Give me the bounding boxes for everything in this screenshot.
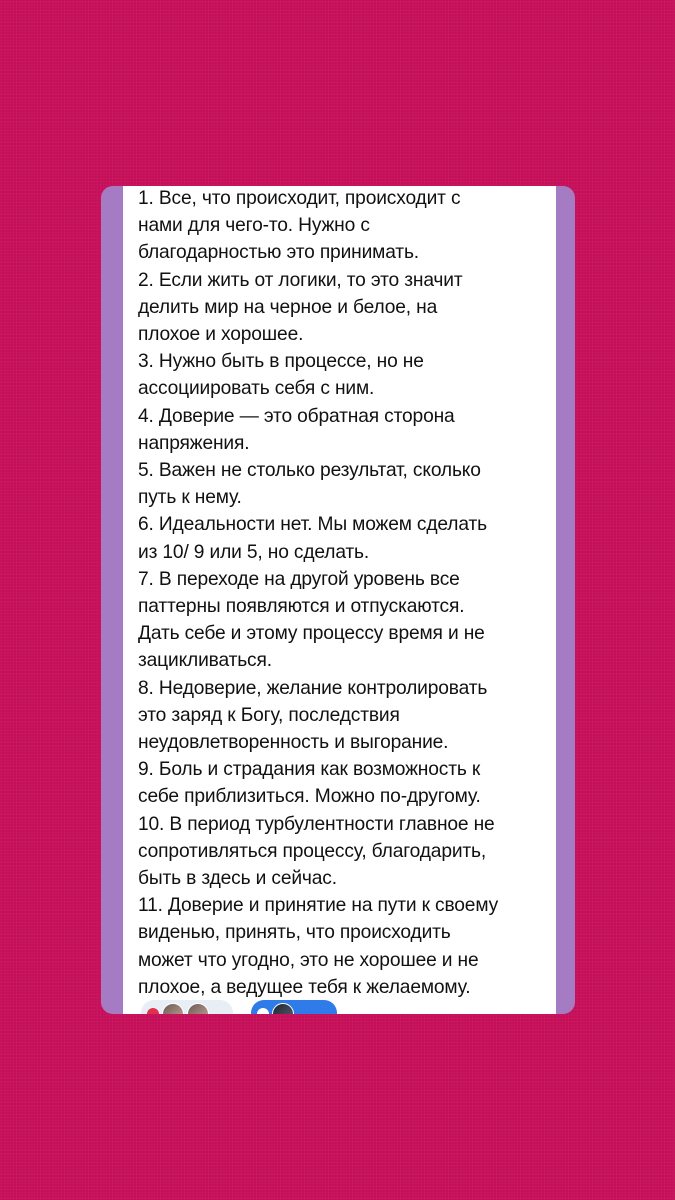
message-line: 7. В переходе на другой уровень все bbox=[138, 568, 460, 590]
message-line: быть в здесь и сейчас. bbox=[138, 868, 337, 890]
message-line: это заряд к Богу, последствия bbox=[138, 704, 400, 726]
message-bubble bbox=[123, 186, 556, 1014]
avatar bbox=[187, 1003, 209, 1014]
message-line: 11. Доверие и принятие на пути к своему bbox=[138, 895, 499, 917]
reaction-strip bbox=[123, 1000, 556, 1014]
message-line: сопротивляться процессу, благодарить, bbox=[138, 840, 487, 862]
message-line: напряжения. bbox=[138, 432, 250, 454]
heart-icon bbox=[147, 1008, 159, 1014]
avatar bbox=[162, 1003, 184, 1014]
message-line: 8. Недоверие, желание контролировать bbox=[138, 677, 488, 699]
message-line: делить мир на черное и белое, на bbox=[138, 296, 438, 318]
message-text bbox=[123, 186, 556, 1001]
message-line: неудовлетворенность и выгорание. bbox=[138, 732, 449, 754]
message-line: плохое и хорошее. bbox=[138, 324, 304, 346]
heart-icon bbox=[257, 1008, 269, 1014]
reaction-pill-heart[interactable] bbox=[141, 1000, 233, 1014]
message-line: виденью, принять, что происходить bbox=[138, 922, 451, 944]
message-line: 4. Доверие — это обратная сторона bbox=[138, 405, 455, 427]
avatar bbox=[272, 1003, 294, 1014]
message-line: Дать себе и этому процессу время и не bbox=[138, 623, 485, 645]
message-line: зацикливаться. bbox=[138, 650, 272, 672]
message-line: 6. Идеальности нет. Мы можем сделать bbox=[138, 514, 487, 536]
message-line: 3. Нужно быть в процессе, но не bbox=[138, 351, 424, 373]
message-line: паттерны появляются и отпускаются. bbox=[138, 596, 465, 618]
message-line: 5. Важен не столько результат, сколько bbox=[138, 460, 481, 482]
message-line: 2. Если жить от логики, то это значит bbox=[138, 269, 463, 291]
reaction-pill-heart-selected[interactable] bbox=[251, 1000, 337, 1014]
message-line: нами для чего-то. Нужно с bbox=[138, 215, 370, 237]
message-line: из 10/ 9 или 5, но сделать. bbox=[138, 541, 370, 563]
message-line: плохое, а ведущее тебя к желаемому. bbox=[138, 976, 471, 998]
message-line: ассоциировать себя с ним. bbox=[138, 378, 375, 400]
message-line: 1. Все, что происходит, происходит с bbox=[138, 188, 461, 209]
message-line: 9. Боль и страдания как возможность к bbox=[138, 759, 481, 781]
message-line: себе приблизиться. Можно по-другому. bbox=[138, 786, 481, 808]
message-line: путь к нему. bbox=[138, 487, 242, 509]
message-line: благодарностью это принимать. bbox=[138, 242, 419, 264]
message-line: 10. В период турбулентности главное не bbox=[138, 813, 495, 835]
story-card bbox=[101, 186, 575, 1014]
message-line: может что угодно, это не хорошее и не bbox=[138, 949, 479, 971]
